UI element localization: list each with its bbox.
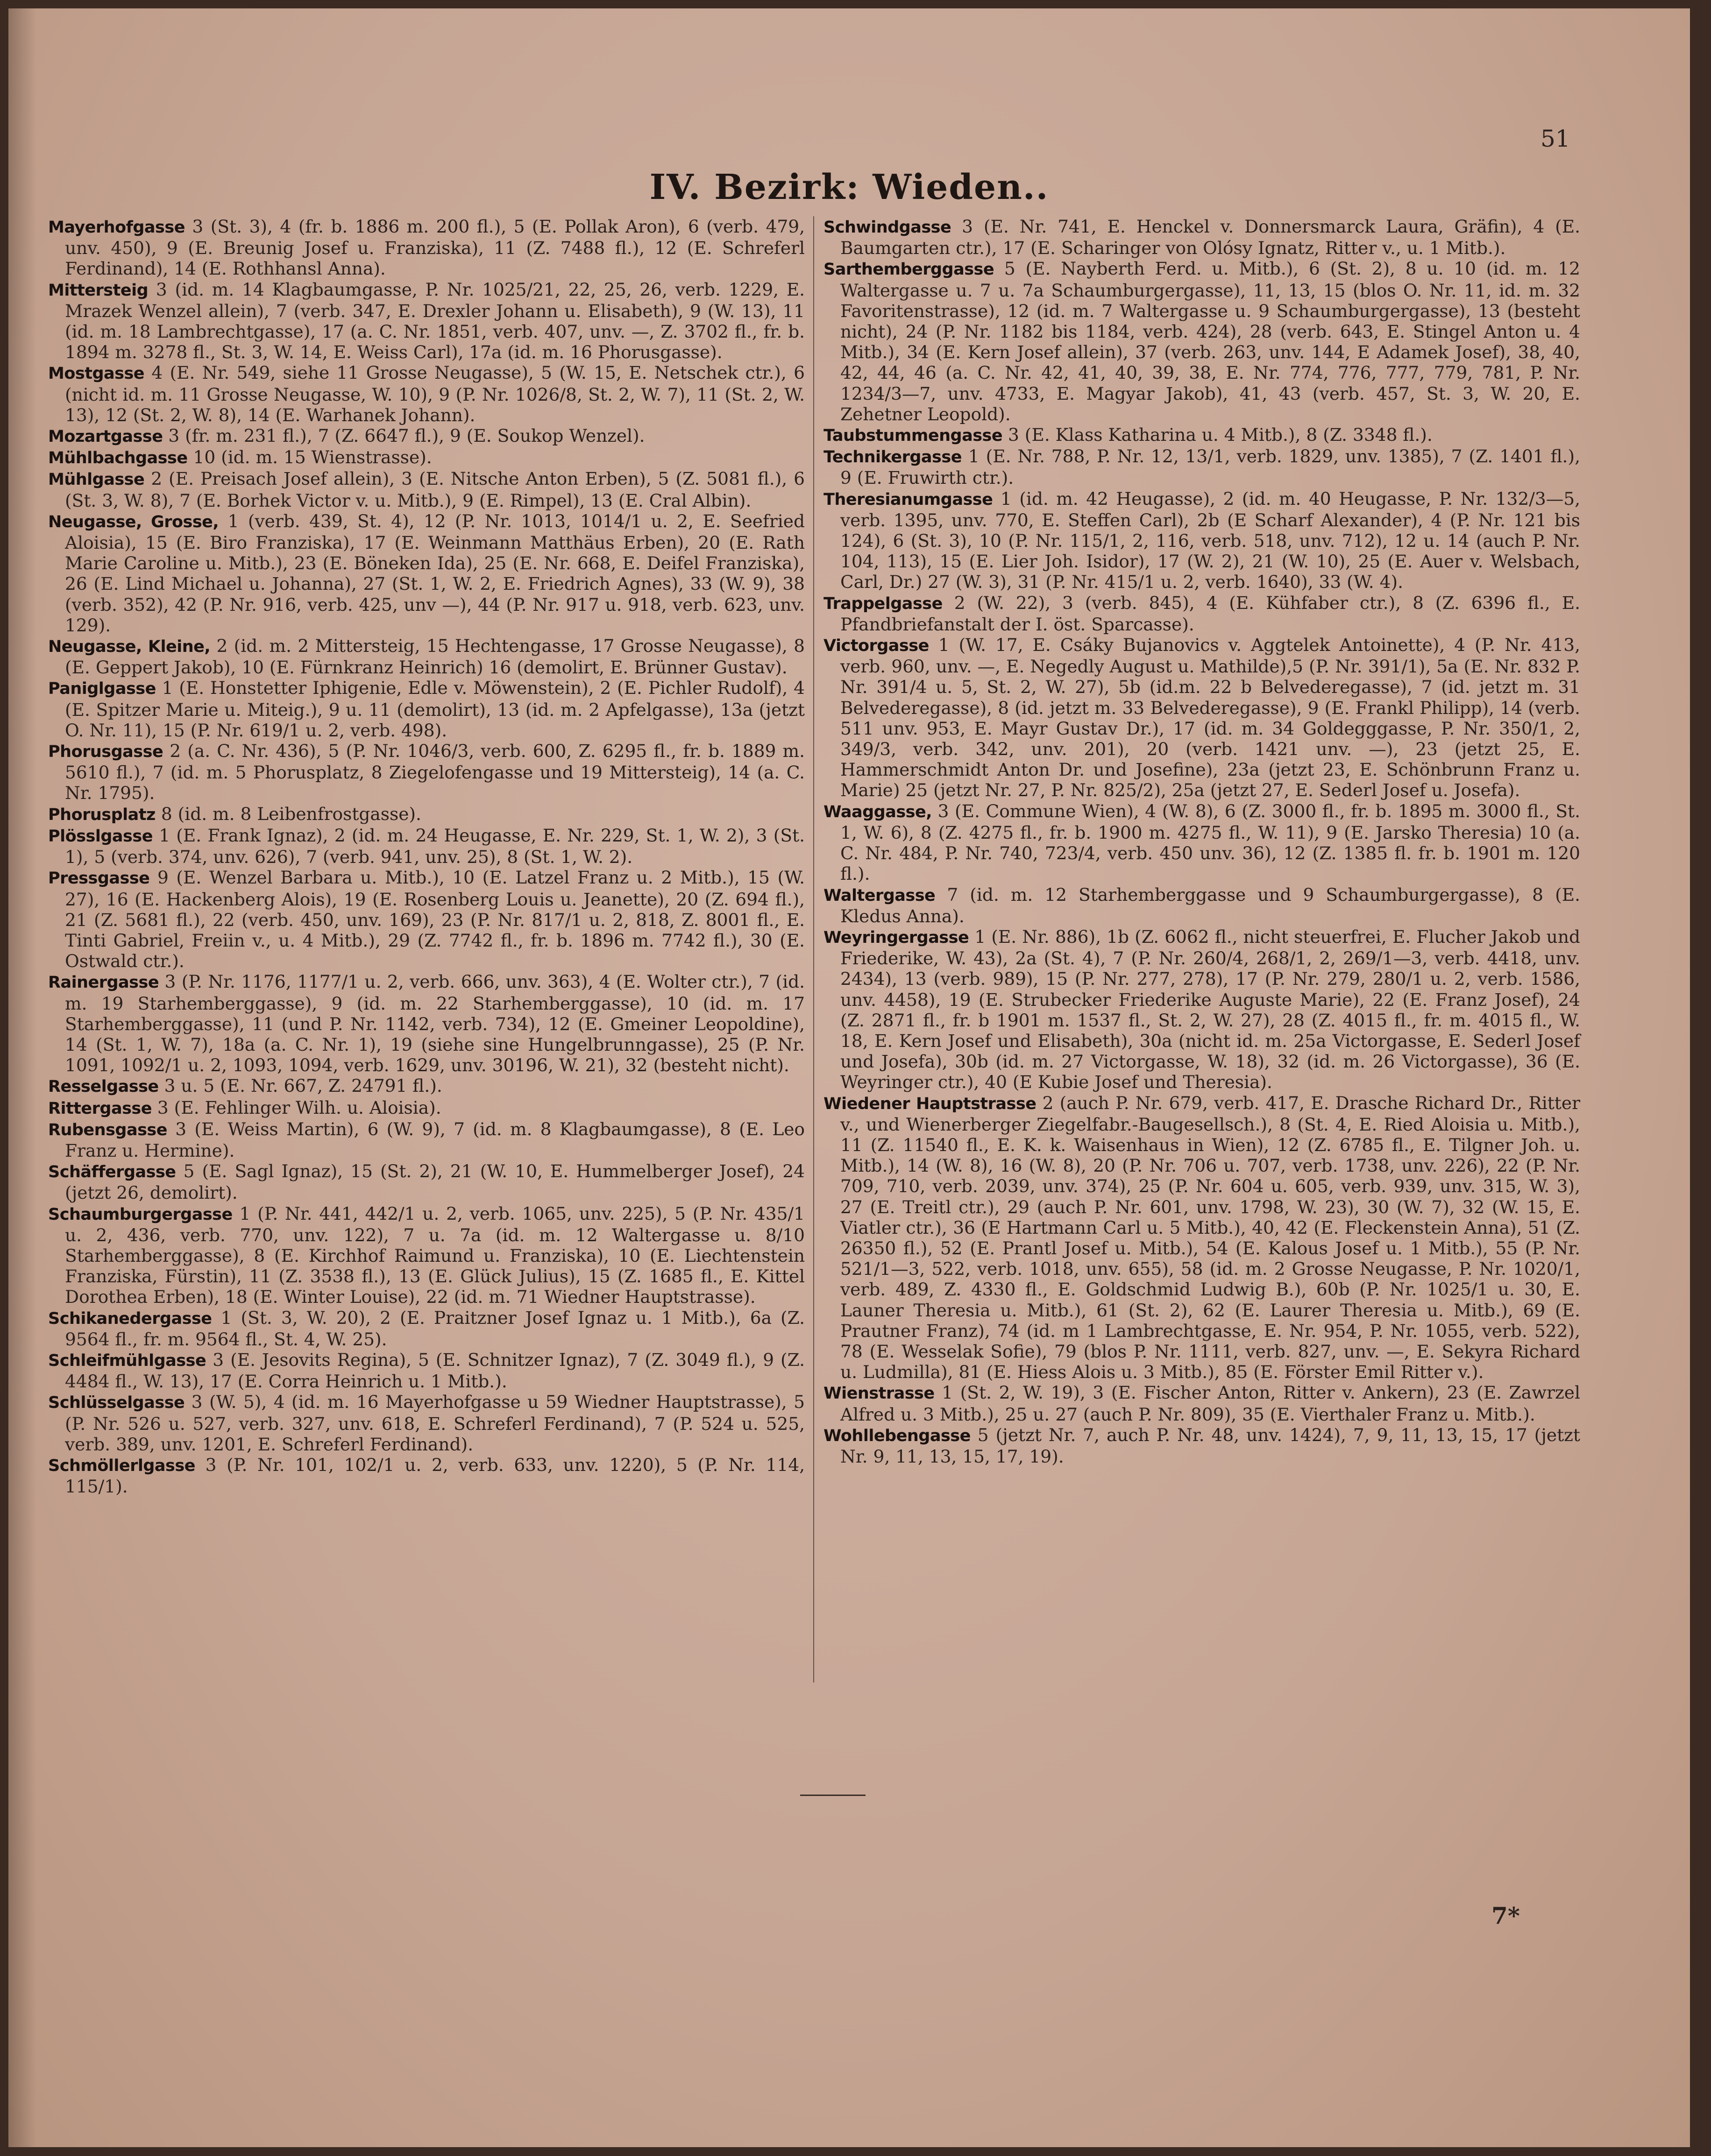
- street-name: Plösslgasse: [48, 827, 153, 846]
- right-column: [824, 216, 1580, 1467]
- street-details: 3 (W. 5), 4 (id. m. 16 Mayerhofgasse u 59 Wiedner Hauptstrasse), 5 (P. Nr. 526 u. 527, verb. 327, unv. 618, E. Schreferl Ferdinand), 7 (P. 524 u. 525, verb. 389, unv. 1201, E. Schreferl Ferdinand).: [65, 1392, 805, 1455]
- street-name: Paniglgasse: [48, 679, 156, 699]
- street-name: Resselgasse: [48, 1077, 159, 1096]
- street-name: Mühlgasse: [48, 470, 145, 489]
- street-name: Phorusgasse: [48, 742, 163, 762]
- street-details: 1 (verb. 439, St. 4), 12 (P. Nr. 1013, 1014/1 u. 2, E. Seefried Aloisia), 15 (E. Biro Franziska), 17 (E. Weinmann Matthäus Erben), 20 (E. Rath Marie Caroline u. Mitb.), 23 (E. Böneken Ida), 25 (E. Nr. 668, E. Deifel Franziska), 26 (E. Lind Michael u. Johanna), 27 (St. 1, W. 2, E. Friedrich Agnes), 33 (W. 9), 38 (verb. 352), 42 (P. Nr. 916, verb. 425, unv —), 44 (P. Nr. 917 u. 918, verb. 623, unv. 129).: [65, 510, 805, 636]
- street-name: Wiedener Hauptstrasse: [824, 1094, 1037, 1113]
- street-name: Pressgasse: [48, 869, 150, 888]
- street-details: 2 (a. C. Nr. 436), 5 (P. Nr. 1046/3, verb. 600, Z. 6295 fl., fr. b. 1889 m. 5610 fl.), 7 (id. m. 5 Phorusplatz, 8 Ziegelofengasse und 19 Mittersteig), 14 (a. C. Nr. 1795).: [65, 741, 805, 804]
- street-entry: [48, 362, 805, 425]
- street-entry: [48, 279, 805, 363]
- left-column: [48, 216, 805, 1497]
- street-details: 3 (E. Jesovits Regina), 5 (E. Schnitzer Ignaz), 7 (Z. 3049 fl.), 9 (Z. 4484 fl., W. 13), 17 (E. Corra Heinrich u. 1 Mitb.).: [65, 1349, 805, 1392]
- street-entry: [48, 825, 805, 867]
- street-entry: [824, 1093, 1580, 1383]
- street-entry: [824, 424, 1580, 446]
- street-details: 2 (W. 22), 3 (verb. 845), 4 (E. Kühfaber ctr.), 8 (Z. 6396 fl., E. Pfandbriefanstalt der I. öst. Sparcasse).: [840, 592, 1580, 635]
- street-details: 1 (St. 2, W. 19), 3 (E. Fischer Anton, Ritter v. Ankern), 23 (E. Zawrzel Alfred u. 3 Mitb.), 25 u. 27 (auch P. Nr. 809), 35 (E. Vierthaler Franz u. Mitb.).: [840, 1382, 1580, 1425]
- street-name: Mostgasse: [48, 364, 145, 383]
- street-name: Rainergasse: [48, 973, 159, 992]
- column-divider: [813, 216, 814, 1682]
- street-entry: [824, 801, 1580, 884]
- street-details: 1 (id. m. 42 Heugasse), 2 (id. m. 40 Heugasse, P. Nr. 132/3—5, verb. 1395, unv. 770, E. Steffen Carl), 2b (E Scharf Alexander), 4 (P. Nr. 121 bis 124), 6 (St. 3), 10 (P. Nr. 115/1, 2, 116, verb. 518, unv. 712), 12 u. 14 (auch P. Nr. 104, 113), 15 (E. Lier Joh. Isidor), 17 (W. 2), 21 (W. 10), 25 (E. Auer v. Welsbach, Carl, Dr.) 27 (W. 3), 31 (P. Nr. 415/1 u. 2, verb. 1640), 33 (W. 4).: [840, 488, 1580, 593]
- street-name: Rittergasse: [48, 1099, 152, 1118]
- street-details: 10 (id. m. 15 Wienstrasse).: [187, 447, 432, 468]
- street-entry: [824, 446, 1580, 488]
- street-details: 1 (P. Nr. 441, 442/1 u. 2, verb. 1065, unv. 225), 5 (P. Nr. 435/1 u. 2, 436, verb. 770, unv. 122), 7 u. 7a (id. m. 12 Waltergasse u. 8/10 Starhemberggasse), 8 (E. Kirchhof Raimund u. Franziska), 10 (E. Liechtenstein Franziska, Fürstin), 11 (Z. 3538 fl.), 13 (E. Glück Julius), 15 (Z. 1685 fl., E. Kittel Dorothea Erben), 18 (E. Winter Louise), 22 (id. m. 71 Wiedner Hauptstrasse).: [65, 1203, 805, 1308]
- street-name: Rubensgasse: [48, 1120, 167, 1139]
- street-name: Schmöllerlgasse: [48, 1456, 195, 1475]
- street-details: 3 (P. Nr. 1176, 1177/1 u. 2, verb. 666, unv. 363), 4 (E. Wolter ctr.), 7 (id. m. 19 Starhemberggasse), 9 (id. m. 22 Starhemberggasse), 10 (id. m. 17 Starhemberggasse), 11 (und P. Nr. 1142, verb. 734), 12 (E. Gmeiner Leopoldine), 14 (St. 1, W. 7), 18a (a. C. Nr. 1), 19 (siehe sine Hungelbrunngasse), 25 (P. Nr. 1091, 1092/1 u. 2, 1093, 1094, verb. 1629, unv. 30196, W. 21), 32 (besteht nicht).: [65, 971, 805, 1076]
- street-entry: [824, 1382, 1580, 1424]
- street-entry: [48, 1308, 805, 1350]
- street-entry: [48, 678, 805, 741]
- street-entry: [48, 425, 805, 447]
- page-number: 51: [1541, 125, 1570, 152]
- street-entry: [48, 741, 805, 804]
- street-entry: [48, 971, 805, 1075]
- street-name: Mittersteig: [48, 281, 149, 300]
- street-details: 3 (E. Commune Wien), 4 (W. 8), 6 (Z. 3000 fl., fr. b. 1895 m. 3000 fl., St. 1, W. 6), 8 (Z. 4275 fl., fr. b. 1900 m. 4275 fl., W. 11), 9 (E. Jarsko Theresia) 10 (a. C. Nr. 484, P. Nr. 740, 723/4, verb. 450 unv. 36), 12 (Z. 1385 fl. fr. b. 1901 m. 120 fl.).: [840, 800, 1580, 884]
- street-name: Phorusplatz: [48, 805, 156, 824]
- street-details: 3 (id. m. 14 Klagbaumgasse, P. Nr. 1025/21, 22, 25, 26, verb. 1229, E. Mrazek Wenzel allein), 7 (verb. 347, E. Drexler Johann u. Elisabeth), 9 (W. 13), 11 (id. m. 18 Lambrechtgasse), 17 (a. C. Nr. 1851, verb. 407, unv. —, Z. 3702 fl., fr. b. 1894 m. 3278 fl., St. 3, W. 14, E. Weiss Carl), 17a (id. m. 16 Phorusgasse).: [65, 279, 805, 363]
- street-entry: [824, 593, 1580, 635]
- street-details: 1 (E. Nr. 886), 1b (Z. 6062 fl., nicht steuerfrei, E. Flucher Jakob und Friederike, W. 43), 2a (St. 4), 7 (P. Nr. 260/4, 268/1, 2, 269/1—3, verb. 4418, unv. 2434), 13 (verb. 989), 15 (P. Nr. 277, 278), 17 (P. Nr. 279, 280/1 u. 2, verb. 1586, unv. 4458), 19 (E. Strubecker Friederike Auguste Marie), 22 (E. Franz Josef), 24 (Z. 2871 fl., fr. b 1901 m. 1537 fl., St. 2, W. 27), 28 (Z. 4015 fl., fr. m. 4015 fl., W. 18, E. Kern Josef und Elisabeth), 30a (nicht id. m. 25a Victorgasse, E. Sederl Josef und Josefa), 30b (id. m. 27 Victorgasse, W. 18), 32 (id. m. 26 Victorgasse), 36 (E. Weyringer ctr.), 40 (E Kubie Josef und Theresia).: [840, 926, 1580, 1093]
- street-details: 1 (St. 3, W. 20), 2 (E. Praitzner Josef Ignaz u. 1 Mitb.), 6a (Z. 9564 fl., fr. m. 9564 fl., St. 4, W. 25).: [65, 1307, 805, 1350]
- street-details: 2 (E. Preisach Josef allein), 3 (E. Nitsche Anton Erben), 5 (Z. 5081 fl.), 6 (St. 3, W. 8), 7 (E. Borhek Victor v. u. Mitb.), 9 (E. Rimpel), 13 (E. Cral Albin).: [65, 468, 805, 511]
- street-details: 3 (E. Nr. 741, E. Henckel v. Donnersmarck Laura, Gräfin), 4 (E. Baumgarten ctr.), 17 (E. Scharinger von Olósy Ignatz, Ritter v., u. 1 Mitb.).: [840, 216, 1580, 259]
- street-name: Neugasse, Kleine,: [48, 637, 211, 657]
- street-name: Neugasse, Grosse,: [48, 512, 219, 531]
- street-details: 1 (E. Frank Ignaz), 2 (id. m. 24 Heugasse, E. Nr. 229, St. 1, W. 2), 3 (St. 1), 5 (verb. 374, unv. 626), 7 (verb. 941, unv. 25), 8 (St. 1, W. 2).: [65, 825, 805, 868]
- street-name: Mühlbachgasse: [48, 449, 188, 468]
- street-entry: [48, 1097, 805, 1119]
- street-entry: [48, 1075, 805, 1097]
- street-details: 7 (id. m. 12 Starhemberggasse und 9 Schaumburgergasse), 8 (E. Kledus Anna).: [840, 884, 1580, 926]
- street-entry: [824, 926, 1580, 1093]
- street-details: 5 (jetzt Nr. 7, auch P. Nr. 48, unv. 1424), 7, 9, 11, 13, 15, 17 (jetzt Nr. 9, 11, 13, 15, 17, 19).: [840, 1424, 1580, 1467]
- page-title: IV. Bezirk: Wieden..: [649, 167, 1049, 207]
- street-name: Trappelgasse: [824, 594, 943, 613]
- street-entry: [824, 635, 1580, 801]
- street-entry: [48, 447, 805, 468]
- street-name: Weyringergasse: [824, 928, 969, 947]
- street-name: Victorgasse: [824, 636, 929, 656]
- street-entry: [48, 636, 805, 678]
- street-details: 4 (E. Nr. 549, siehe 11 Grosse Neugasse), 5 (W. 15, E. Netschek ctr.), 6 (nicht id. m. 11 Grosse Neugasse, W. 10), 9 (P. Nr. 1026/8, St. 2, W. 7), 11 (St. 2, W. 13), 12 (St. 2, W. 8), 14 (E. Warhanek Johann).: [65, 362, 805, 425]
- street-entry: [48, 1203, 805, 1308]
- street-details: 8 (id. m. 8 Leibenfrostgasse).: [155, 803, 421, 824]
- street-entry: [48, 216, 805, 279]
- street-details: 1 (E. Honstetter Iphigenie, Edle v. Möwenstein), 2 (E. Pichler Rudolf), 4 (E. Spitzer Marie u. Miteig.), 9 u. 11 (demolirt), 13 (id. m. 2 Apfelgasse), 13a (jetzt O. Nr. 11), 15 (P. Nr. 619/1 u. 2, verb. 498).: [65, 678, 805, 741]
- street-details: 3 (E. Weiss Martin), 6 (W. 9), 7 (id. m. 8 Klagbaumgasse), 8 (E. Leo Franz u. Hermine).: [65, 1118, 805, 1161]
- street-name: Technikergasse: [824, 448, 962, 467]
- street-entry: [48, 1350, 805, 1392]
- street-details: 5 (E. Sagl Ignaz), 15 (St. 2), 21 (W. 10, E. Hummelberger Josef), 24 (jetzt 26, demolirt).: [65, 1161, 805, 1203]
- street-entry: [824, 884, 1580, 926]
- street-details: 9 (E. Wenzel Barbara u. Mitb.), 10 (E. Latzel Franz u. 2 Mitb.), 15 (W. 27), 16 (E. Hackenberg Alois), 19 (E. Rosenberg Louis u. Jeanette), 20 (Z. 694 fl.), 21 (Z. 5681 fl.), 22 (verb. 450, unv. 169), 23 (P. Nr. 817/1 u. 2, 818, Z. 8001 fl., E. Tinti Gabriel, Freiin v., u. 4 Mitb.), 29 (Z. 7742 fl., fr. b. 1896 m. 7742 fl.), 30 (E. Ostwald ctr.).: [65, 867, 805, 972]
- page-edge-shadow: [8, 8, 36, 2147]
- street-entry: [824, 216, 1580, 258]
- street-name: Waltergasse: [824, 886, 936, 905]
- street-entry: [48, 867, 805, 971]
- street-name: Taubstummengasse: [824, 426, 1003, 445]
- scanned-page: [8, 8, 1690, 2147]
- street-entry: [48, 1392, 805, 1455]
- street-details: 1 (W. 17, E. Csáky Bujanovics v. Aggtelek Antoinette), 4 (P. Nr. 413, verb. 960, unv. —, E. Negedly August u. Mathilde),5 (P. Nr. 391/1), 5a (E. Nr. 832 P. Nr. 391/4 u. 5, St. 2, W. 27), 5b (id.m. 22 b Belvederegasse), 7 (id. jetzt m. 31 Belvederegasse), 8 (id. jetzt m. 33 Belvederegasse), 9 (E. Frankl Philipp), 14 (verb. 511 unv. 953, E. Mayr Gustav Dr.), 17 (id. m. 34 Goldegggasse, P. Nr. 350/1, 2, 349/3, verb. 342, unv. 201), 20 (verb. 1421 unv. —), 23 (jetzt 25, E. Hammerschmidt Anton Dr. und Josefine), 23a (jetzt 23, E. Schönbrunn Franz u. Marie) 25 (jetzt Nr. 27, P. Nr. 825/2), 25a (jetzt 27, E. Sederl Josef u. Josefa).: [840, 635, 1580, 801]
- street-entry: [824, 258, 1580, 424]
- signature-mark: 7*: [1491, 1902, 1520, 1930]
- street-name: Schäffergasse: [48, 1163, 176, 1182]
- street-details: 1 (E. Nr. 788, P. Nr. 12, 13/1, verb. 1829, unv. 1385), 7 (Z. 1401 fl.), 9 (E. Fruwirth ctr.).: [840, 446, 1580, 488]
- street-details: 2 (auch P. Nr. 679, verb. 417, E. Drasche Richard Dr., Ritter v., und Wienerberger Ziegelfabr.-Baugesellsch.), 8 (St. 4, E. Ried Aloisia u. Mitb.), 11 (Z. 11540 fl., E. K. k. Waisenhaus in Wien), 12 (Z. 6785 fl., E. Tilgner Joh. u. Mitb.), 14 (W. 8), 16 (W. 8), 20 (P. Nr. 706 u. 707, verb. 1738, unv. 226), 22 (P. Nr. 709, 710, verb. 2039, unv. 374), 25 (P. Nr. 604 u. 605, verb. 939, unv. 315, W. 3), 27 (E. Treitl ctr.), 29 (auch P. Nr. 601, unv. 1798, W. 23), 30 (W. 7), 32 (W. 15, E. Viatler ctr.), 36 (E Hartmann Carl u. 5 Mitb.), 40, 42 (E. Fleckenstein Anna), 51 (Z. 26350 fl.), 52 (E. Prantl Josef u. Mitb.), 54 (E. Kalous Josef u. 1 Mitb.), 55 (P. Nr. 521/1—3, 522, verb. 1018, unv. 655), 58 (id. m. 2 Grosse Neugasse, P. Nr. 1020/1, verb. 489, Z. 4330 fl., E. Goldschmid Ludwig B.), 60b (P. Nr. 1025/1 u. 30, E. Launer Theresia u. Mitb.), 61 (St. 2), 62 (E. Laurer Theresia u. Mitb.), 69 (E. Prautner Franz), 74 (id. m 1 Lambrechtgasse, E. Nr. 954, P. Nr. 1055, verb. 522), 78 (E. Wesselak Sofie), 79 (blos P. Nr. 1111, verb. 827, unv. —, E. Sekyra Richard u. Ludmilla), 81 (E. Hiess Alois u. 3 Mitb.), 85 (E. Förster Emil Ritter v.).: [840, 1092, 1580, 1383]
- street-name: Schleifmühlgasse: [48, 1351, 206, 1370]
- street-name: Schikanedergasse: [48, 1309, 212, 1328]
- street-details: 2 (id. m. 2 Mittersteig, 15 Hechtengasse, 17 Grosse Neugasse), 8 (E. Geppert Jakob), 10 (E. Fürnkranz Heinrich) 16 (demolirt, E. Brünner Gustav).: [65, 636, 805, 678]
- street-entry: [48, 1455, 805, 1497]
- street-entry: [48, 1119, 805, 1161]
- street-entry: [824, 488, 1580, 593]
- street-entry: [48, 804, 805, 825]
- street-name: Schlüsselgasse: [48, 1393, 185, 1413]
- street-name: Wohllebengasse: [824, 1426, 971, 1445]
- street-name: Sarthemberggasse: [824, 260, 994, 279]
- street-name: Theresianumgasse: [824, 490, 993, 509]
- street-name: Waaggasse,: [824, 802, 932, 821]
- street-name: Mayerhofgasse: [48, 218, 185, 237]
- street-details: 3 (E. Klass Katharina u. 4 Mitb.), 8 (Z. 3348 fl.).: [1002, 424, 1433, 445]
- street-details: 3 (P. Nr. 101, 102/1 u. 2, verb. 633, unv. 1220), 5 (P. Nr. 114, 115/1).: [65, 1454, 805, 1497]
- end-rule: [800, 1795, 866, 1796]
- street-name: Wienstrasse: [824, 1384, 935, 1403]
- street-entry: [48, 511, 805, 636]
- street-entry: [48, 1161, 805, 1203]
- street-details: 3 (fr. m. 231 fl.), 7 (Z. 6647 fl.), 9 (E. Soukop Wenzel).: [163, 425, 645, 446]
- street-entry: [48, 468, 805, 510]
- street-name: Schwindgasse: [824, 218, 951, 237]
- street-details: 5 (E. Nayberth Ferd. u. Mitb.), 6 (St. 2), 8 u. 10 (id. m. 12 Waltergasse u. 7 u. 7a Schaumburgergasse), 11, 13, 15 (blos O. Nr. 11, id. m. 32 Favoritenstrasse), 12 (id. m. 7 Waltergasse u. 9 Schaumburgergasse), 13 (besteht nicht), 24 (P. Nr. 1182 bis 1184, verb. 424), 28 (verb. 643, E. Stingel Anton u. 4 Mitb.), 34 (E. Kern Josef allein), 37 (verb. 263, unv. 144, E Adamek Josef), 38, 40, 42, 44, 46 (a. C. Nr. 42, 41, 40, 39, 38, E. Nr. 774, 776, 777, 779, 781, P. Nr. 1234/3—7, unv. 4733, E. Magyar Jakob), 41, 43 (verb. 457, St. 3, W. 20, E. Zehetner Leopold).: [840, 258, 1580, 424]
- street-name: Schaumburgergasse: [48, 1205, 233, 1224]
- street-name: Mozartgasse: [48, 427, 163, 446]
- street-details: 3 (St. 3), 4 (fr. b. 1886 m. 200 fl.), 5 (E. Pollak Aron), 6 (verb. 479, unv. 450), 9 (E. Breunig Josef u. Franziska), 11 (Z. 7488 fl.), 12 (E. Schreferl Ferdinand), 14 (E. Rothhansl Anna).: [65, 216, 805, 279]
- street-details: 3 u. 5 (E. Nr. 667, Z. 24791 fl.).: [158, 1075, 442, 1096]
- street-details: 3 (E. Fehlinger Wilh. u. Aloisia).: [151, 1097, 441, 1118]
- street-entry: [824, 1425, 1580, 1467]
